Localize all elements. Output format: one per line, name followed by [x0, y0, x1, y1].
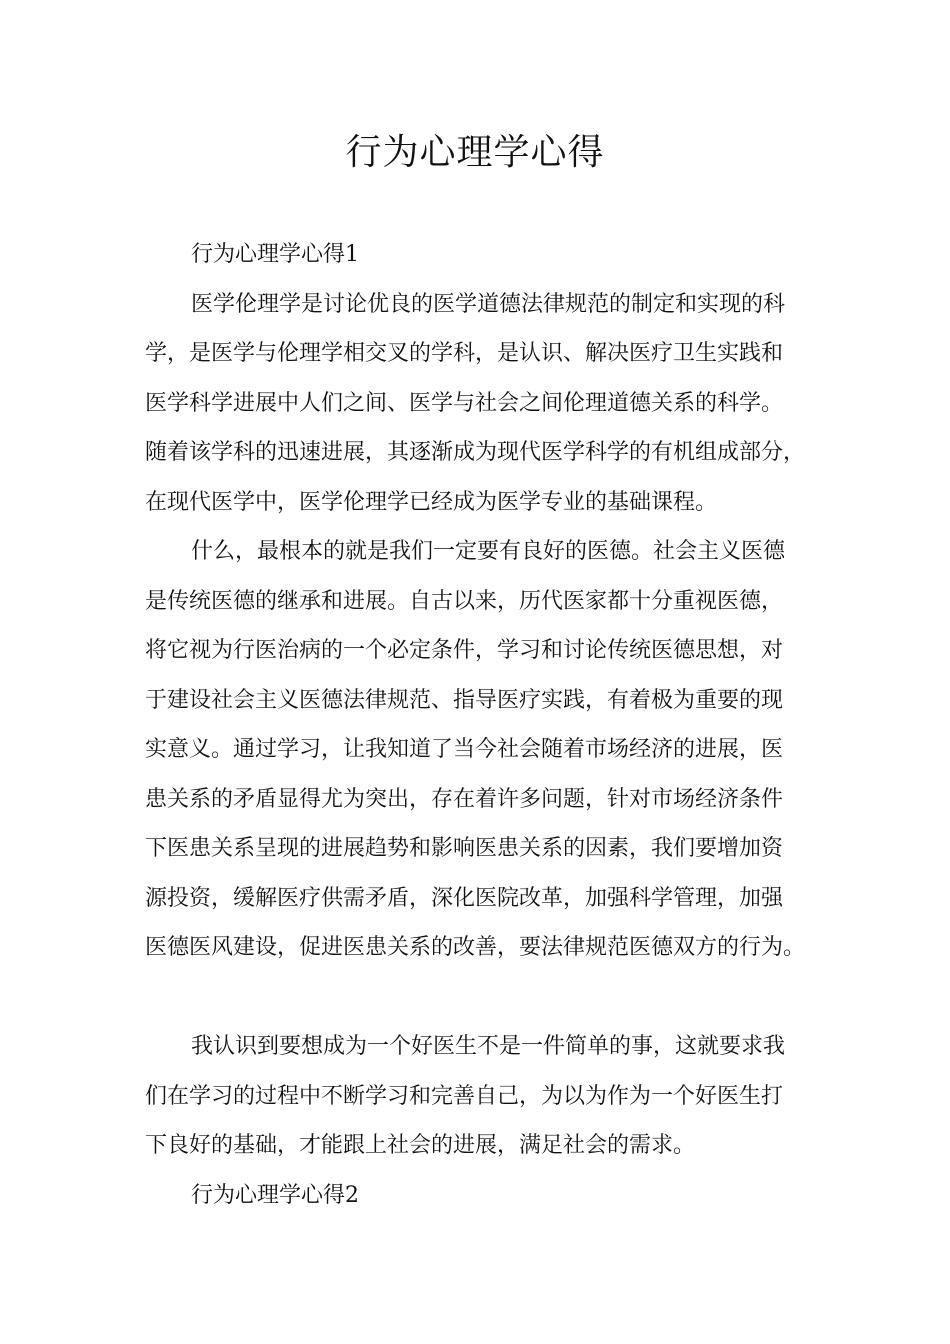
paragraph-1-line-4: 随着该学科的迅速进展，其逐渐成为现代医学科学的有机组成部分，	[145, 440, 806, 465]
paragraph-1-line-2: 学，是医学与伦理学相交叉的学科，是认识、解决医疗卫生实践和	[145, 341, 784, 366]
blank-line	[145, 973, 825, 1023]
paragraph-1-line-1: 医学伦理学是讨论优良的医学道德法律规范的制定和实现的科	[191, 291, 786, 317]
document-body	[145, 230, 825, 1220]
paragraph-2-line-8: 源投资，缓解医疗供需矛盾，深化医院改革，加强科学管理，加强	[145, 885, 784, 911]
paragraph-2-line-9: 医德医风建设，促进医患关系的改善，要法律规范医德双方的行为。	[145, 935, 806, 960]
section-heading-2: 行为心理学心得2	[191, 1182, 359, 1208]
paragraph-3-line-2: 们在学习的过程中不断学习和完善自己，为以为作为一个好医生打	[145, 1083, 784, 1109]
paragraph-1-line-5: 在现代医学中，医学伦理学已经成为医学专业的基础课程。	[145, 489, 718, 515]
paragraph-3-line-3: 下良好的基础，才能跟上社会的进展，满足社会的需求。	[145, 1133, 696, 1158]
paragraph-3-line-1: 我认识到要想成为一个好医生不是一件简单的事，这就要求我	[191, 1034, 786, 1059]
paragraph-2-line-2: 是传统医德的继承和进展。自古以来，历代医家都十分重视医德，	[145, 588, 784, 614]
paragraph-2-line-3: 将它视为行医治病的一个必定条件，学习和讨论传统医德思想，对	[145, 638, 784, 663]
paragraph-1-line-3: 医学科学进展中人们之间、医学与社会之间伦理道德关系的科学。	[145, 390, 784, 416]
paragraph-2-line-4: 于建设社会主义医德法律规范、指导医疗实践，有着极为重要的现	[145, 687, 784, 713]
paragraph-2-line-1: 什么，最根本的就是我们一定要有良好的医德。社会主义医德	[191, 539, 786, 564]
paragraph-2-line-7: 下医患关系呈现的进展趋势和影响医患关系的因素，我们要增加资	[145, 836, 784, 861]
document-title: 行为心理学心得	[345, 132, 605, 173]
paragraph-2-line-5: 实意义。通过学习，让我知道了当今社会随着市场经济的进展，医	[145, 737, 784, 762]
section-heading-1: 行为心理学心得1	[191, 242, 359, 267]
paragraph-2-line-6: 患关系的矛盾显得尤为突出，存在着许多问题，针对市场经济条件	[145, 786, 784, 812]
